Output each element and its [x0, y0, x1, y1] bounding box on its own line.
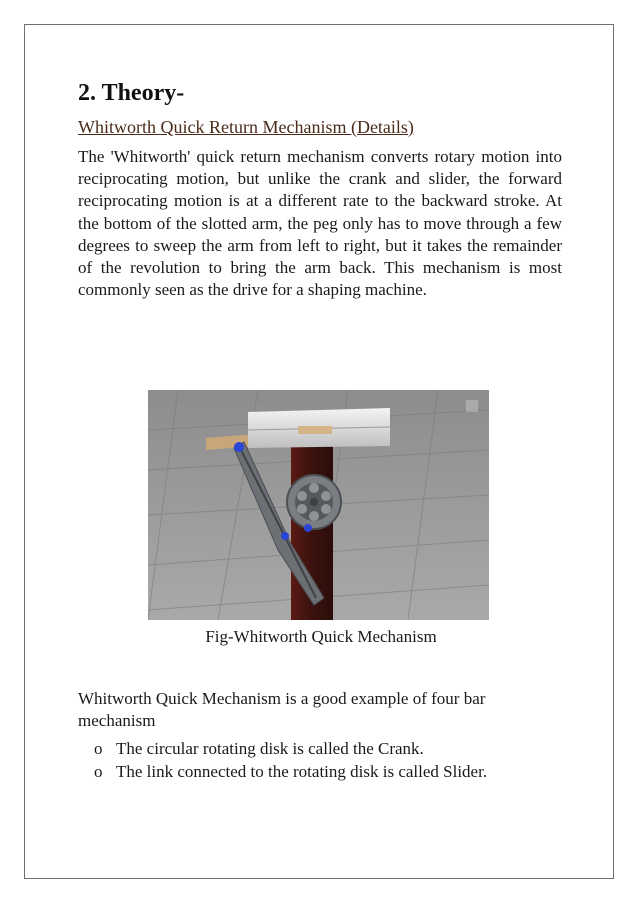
subheading: Whitworth Quick Return Mechanism (Details) [78, 117, 414, 137]
theory-paragraph: The 'Whitworth' quick return mechanism converts rotary motion into reciprocating motion, but unlike the crank and slider, the forward reciprocating motion is at a different rate to the backward stroke. At the bottom of the slotted arm, the peg only has to move through a few degrees to sweep the arm from left to right, but it takes the remainder of the revolution to bring the arm back. This mechanism is most commonly seen as the drive for a shaping machine. [78, 147, 562, 300]
figure-image [148, 390, 489, 620]
list-item-text: The circular rotating disk is called the Crank. [116, 739, 424, 758]
list-item [94, 760, 487, 783]
list-item-text: The link connected to the rotating disk is called Slider. [116, 762, 488, 781]
figure-caption: Fig-Whitworth Quick Mechanism [205, 627, 437, 646]
bullet-marker: o [94, 739, 103, 758]
four-bar-paragraph: Whitworth Quick Mechanism is a good example of four bar mechanism [78, 689, 486, 730]
bullet-list [94, 737, 487, 783]
bullet-marker: o [94, 762, 103, 781]
list-item [94, 737, 487, 760]
whitworth-mechanism-image [148, 390, 489, 620]
section-heading: 2. Theory- [78, 80, 185, 106]
